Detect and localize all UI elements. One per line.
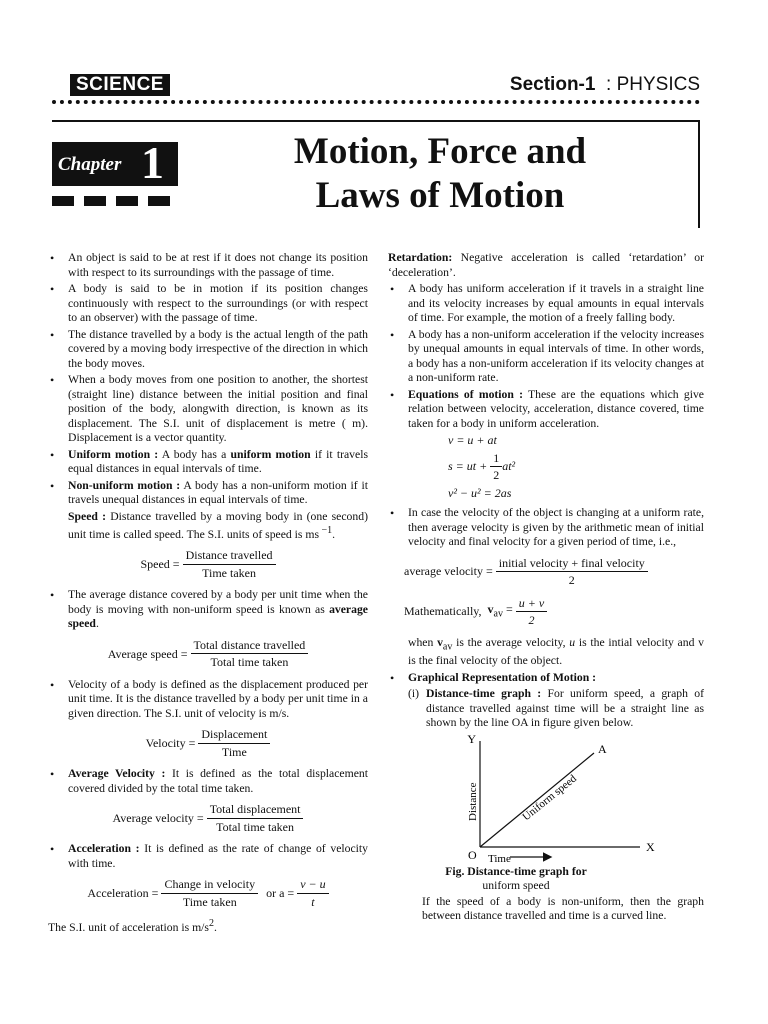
motion-equations [388,433,704,500]
left-column [48,251,368,938]
x-axis-label: X [646,839,655,854]
average-speed-formula: Average speed = $\frac{\text{Total distance travelled}}{\text{Total time taken}}$ [48,638,368,670]
equations-of-motion: • Equations of motion : These are the equations which give relation between velocity, acceleration, distance covered, time taken for a body in uniform acceleration. [388,388,704,432]
chapter-tag [52,137,178,188]
acceleration-unit: The S.I. unit of acceleration is $m/s^2$. [48,918,217,935]
distance-definition: • The distance travelled by a body is the actual length of the path covered by a moving body irrespective of the direction in which the body moves. [48,328,368,372]
velocity-formula: Velocity = $\frac{\text{Displacement}}{\text{Time}}$ [48,727,368,759]
header-dotted-rule [52,100,700,104]
velocity-definition: • Velocity of a body is defined as the displacement produced per unit time. It is the distance travelled by a body per unit time in a given direction. The S.I. unit of velocity is m/s. [48,678,368,722]
acceleration-definition: • Acceleration : It is defined as the rate of change of velocity with time. [48,842,368,871]
rest-definition: • An object is said to be at rest if it does not change its position with respect to its surroundings with the passage of time. [48,251,368,280]
motion-definition: • A body is said to be in motion if its position changes continuously with respect to the surroundings (or with respect to an observer) with the passage of time. [48,282,368,326]
graph-figure [418,735,668,863]
average-velocity-formula: Average velocity = $\frac{\text{Total displacement}}{\text{Total time taken}}$ [48,802,368,834]
uniform-speed-label: Uniform speed [520,772,579,824]
graph-caption: Fig. Distance-time graph for uniform speed [445,864,587,892]
chapter-title-line1: Motion, Force and [293,131,587,172]
distance-label: Distance [467,782,479,821]
subject-area: : PHYSICS [606,74,700,95]
chapter-word: Chapter [58,154,122,175]
acceleration-formula: Acceleration = $\frac{\text{Change in velocity}}{\text{Time taken}}$ or a = $\frac{v - u}{t}$ [48,877,368,909]
chapter-title [200,130,680,218]
equation-3: v² − u² = 2as [448,485,512,500]
average-speed-definition: • The average distance covered by a body per unit time when the body is moving with non-uniform speed is known as average speed. [48,588,368,632]
chapter-title-line2: Laws of Motion [315,175,565,216]
average-velocity-definition: • Average Velocity : It is defined as the total displacement covered divided by the total time taken. [48,767,368,796]
origin-label: O [468,847,477,862]
uniform-motion-definition: • Uniform motion : A body has a uniform motion if it travels equal distances in equal intervals of time. [48,448,368,477]
chapter-dashes [52,196,170,206]
average-velocity-mean-formula: average velocity = $\frac{\text{initial velocity + final velocity}}{2}$ [388,556,704,588]
section-number: Section-1 [509,74,596,95]
section-label [510,74,700,96]
y-axis-label: Y [467,734,476,746]
speed-formula: Speed = $\frac{\text{Distance travelled}}{\text{Time taken}}$ [48,548,368,580]
average-velocity-terms: when $v_{av}$ is the average velocity, u is the intial velocity and v is the final velocity of the object. [408,635,704,668]
displacement-definition: • When a body moves from one position to another, the shortest (straight line) distance between the initial position and final position of the body, alongwith direction, is known as its displacement. The S.I. unit of displacement is metre ( m). Displacement is a vector quantity. [48,373,368,446]
time-label: Time [488,852,511,863]
equation-2: s = ut + $\frac{1}{2}$ at² [448,450,516,482]
point-a-label: A [598,741,607,756]
speed-definition: Speed : Distance travelled by a moving body in (one second) unit time is called speed. The S.I. units of speed is ms $^{-1}$. [68,509,368,541]
subject-badge: SCIENCE [70,74,170,96]
right-column [388,251,704,925]
non-uniform-motion-definition: • Non-uniform motion : A body has a non-uniform motion if it travels unequal distances in equal intervals of time. [48,479,368,508]
graphical-representation-heading: • Graphical Representation of Motion : [388,671,704,686]
equation-1: v = u + at [448,433,497,447]
distance-time-graph [388,735,704,925]
mathematical-average-velocity: Mathematically, $v_{av}$ = $\frac{u + v}{2}$ [388,596,704,628]
average-velocity-uniform-rate: • In case the velocity of the object is changing at a uniform rate, then average velocity is given by the arithmetic mean of initial velocity and final velocity for a given period of time, i.e., [388,506,704,550]
distance-time-graph-text: (i) Distance-time graph : For uniform speed, a graph of distance travelled against time will be a straight line as shown by the line OA in figure given below. [408,687,704,730]
retardation-definition: Retardation: Negative acceleration is called ‘retardation’ or ‘deceleration’. [388,251,704,279]
uniform-acceleration-definition: • A body has uniform acceleration if it travels in a straight line and its velocity increases by equal amounts in equal intervals of time. For example, the motion of a freely falling body. [388,282,704,326]
chapter-number: 1 [141,137,164,188]
non-uniform-graph-text: If the speed of a body is non-uniform, then the graph between distance travelled and time is a curved line. [422,894,704,923]
non-uniform-acceleration-definition: • A body has a non-uniform acceleration if the velocity increases by unequal amounts in equal intervals of time. In other words, a body has a non-uniform acceleration if its velocity changes at a non-uniform rate. [388,328,704,386]
